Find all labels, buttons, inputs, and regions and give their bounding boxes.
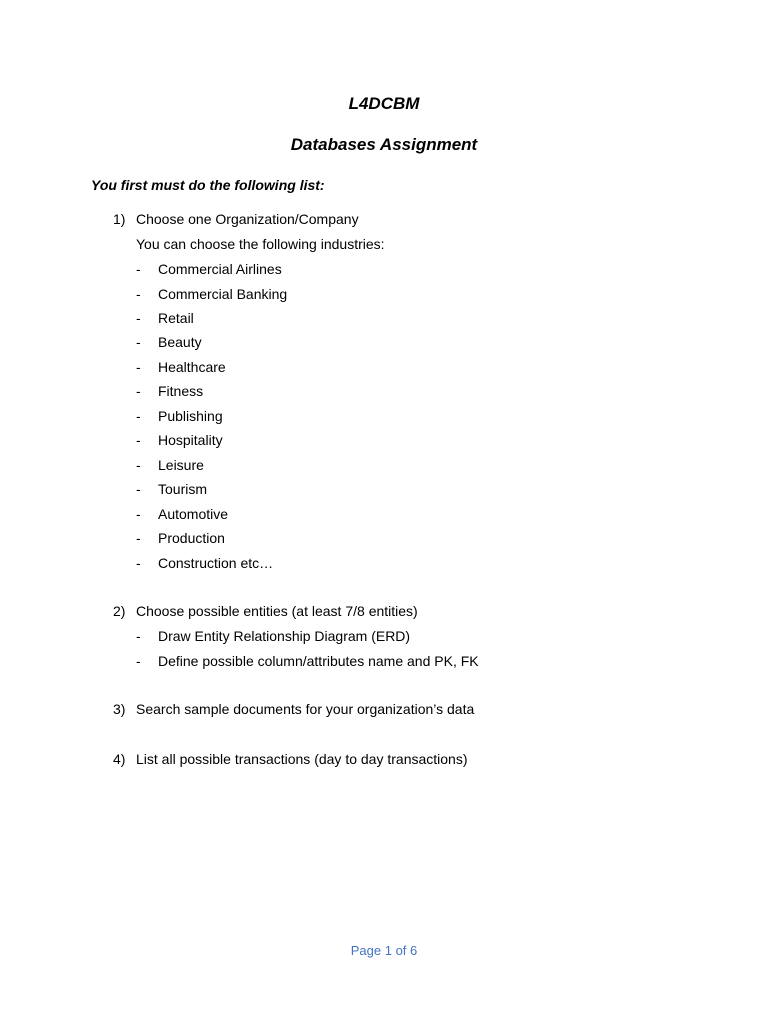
- bullet-marker: -: [136, 555, 141, 571]
- industry-label: Commercial Airlines: [158, 261, 282, 277]
- document-code: L4DCBM: [348, 94, 420, 113]
- bullet-marker: -: [136, 334, 141, 350]
- bullet-marker: -: [136, 432, 141, 448]
- bullet-marker: -: [136, 286, 141, 302]
- industry-label: Construction etc…: [158, 555, 274, 571]
- industry-label: Publishing: [158, 408, 223, 424]
- bullet-marker: -: [136, 506, 141, 522]
- industry-label: Healthcare: [158, 359, 226, 375]
- bullet-marker: -: [136, 481, 141, 497]
- task-number: 4): [113, 751, 126, 767]
- page-number-footer: Page 1 of 6: [350, 943, 418, 958]
- bullet-marker: -: [136, 359, 141, 375]
- industry-label: Tourism: [158, 481, 208, 497]
- task-subtext: You can choose the following industries:: [136, 236, 385, 252]
- industry-label: Hospitality: [158, 432, 223, 448]
- subtask-label: Define possible column/attributes name and PK, FK: [158, 653, 479, 669]
- bullet-marker: -: [136, 653, 141, 669]
- industry-label: Beauty: [158, 334, 202, 350]
- bullet-marker: -: [136, 310, 141, 326]
- subtask-label: Draw Entity Relationship Diagram (ERD): [158, 628, 411, 644]
- task-number: 2): [113, 603, 126, 619]
- bullet-marker: -: [136, 261, 141, 277]
- task-text: Choose possible entities (at least 7/8 entities): [136, 603, 418, 619]
- task-text: List all possible transactions (day to day transactions): [136, 751, 468, 767]
- industry-label: Commercial Banking: [158, 286, 288, 302]
- industry-label: Fitness: [158, 383, 204, 399]
- task-number: 3): [113, 701, 126, 717]
- industry-label: Leisure: [158, 457, 204, 473]
- industry-label: Automotive: [158, 506, 229, 522]
- bullet-marker: -: [136, 457, 141, 473]
- intro-text: You first must do the following list:: [91, 177, 325, 193]
- bullet-marker: -: [136, 628, 141, 644]
- task-number: 1): [113, 211, 126, 227]
- industry-label: Production: [158, 530, 225, 546]
- bullet-marker: -: [136, 530, 141, 546]
- task-text: Choose one Organization/Company: [136, 211, 359, 227]
- bullet-marker: -: [136, 383, 141, 399]
- task-text: Search sample documents for your organization’s data: [136, 701, 475, 717]
- industry-label: Retail: [158, 310, 194, 326]
- bullet-marker: -: [136, 408, 141, 424]
- document-title: Databases Assignment: [290, 135, 478, 154]
